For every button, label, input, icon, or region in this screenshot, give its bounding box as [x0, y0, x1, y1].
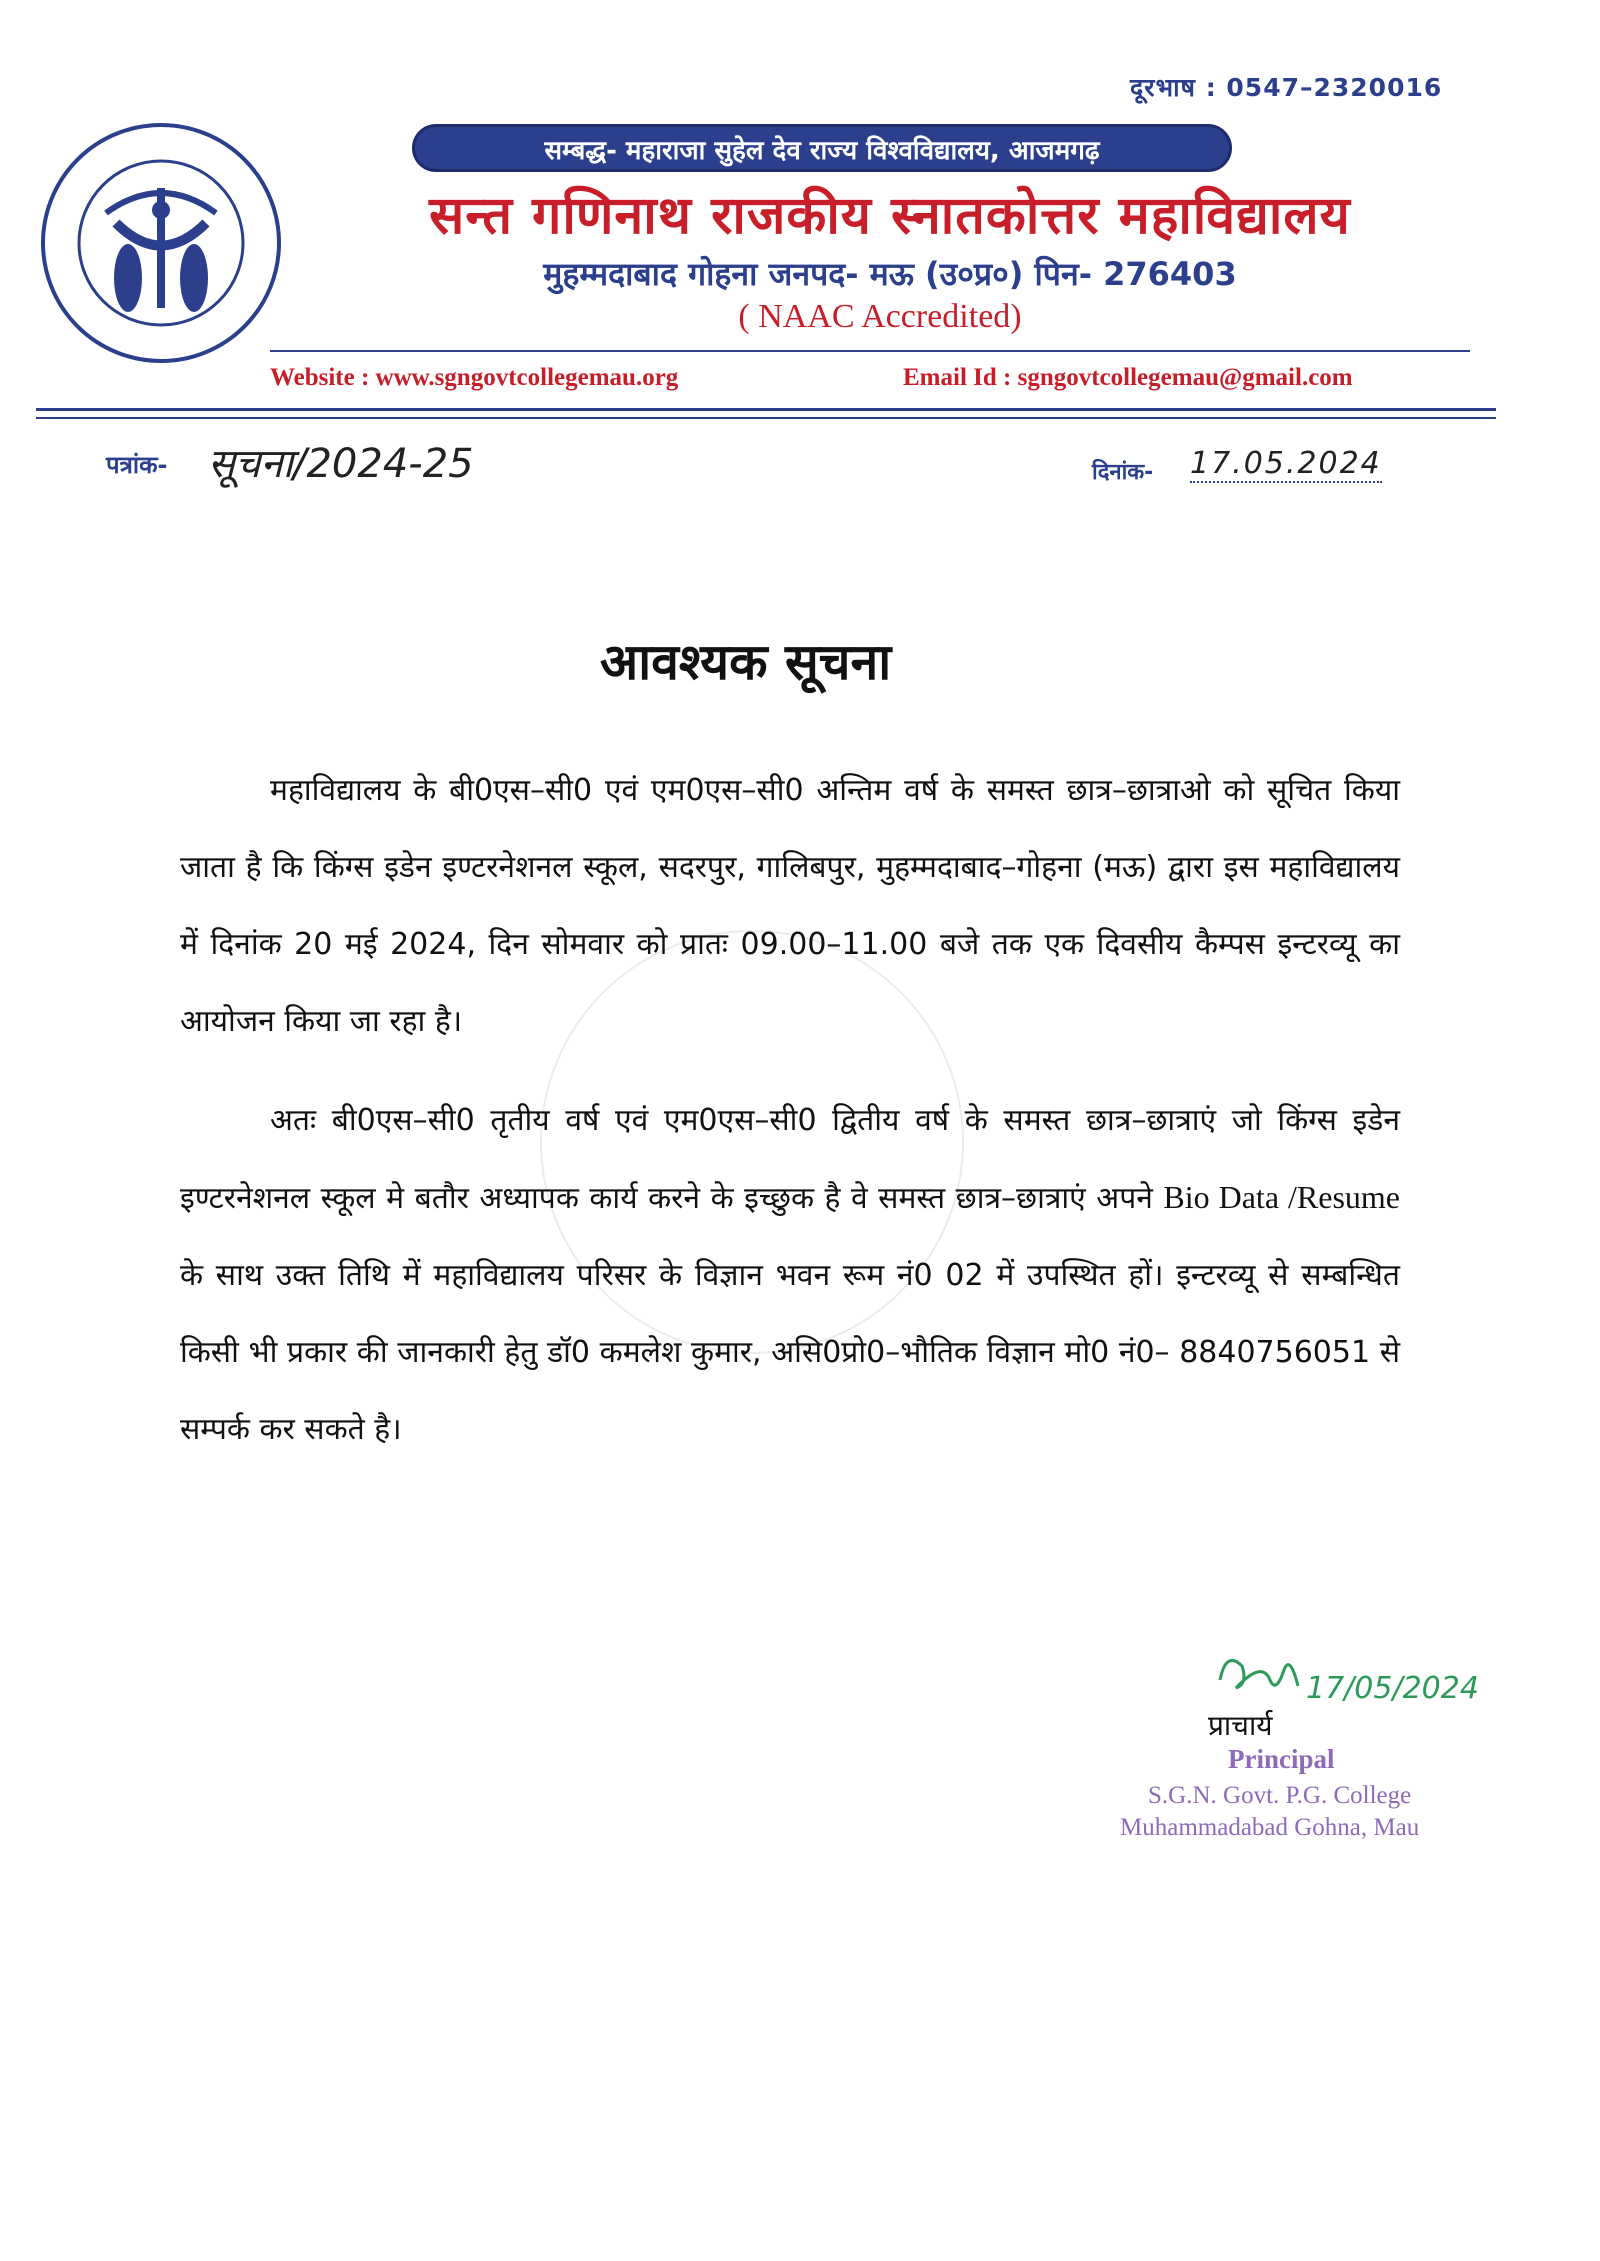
date-label: दिनांक-	[1092, 460, 1154, 485]
date-value: 17.05.2024	[1190, 446, 1382, 481]
paragraph-2-text-a: अतः बी0एस–सी0 तृतीय वर्ष एवं एम0एस–सी0 द्वितीय वर्ष के समस्त छात्र–छात्राएं जो किंग्स इडेन इण्टरनेशनल स्कूल मे बतौर अध्यापक कार्य करने के इच्छुक है वे समस्त छात्र–छात्राएं अपने	[180, 1103, 1400, 1216]
college-address: मुहम्मदाबाद गोहना जनपद- मऊ (उ०प्र०) पिन- 276403	[543, 255, 1237, 293]
phone-number: दूरभाष : 0547–2320016	[1130, 73, 1443, 102]
handwritten-date: 17/05/2024	[1306, 1671, 1479, 1706]
website-link[interactable]: Website : www.sgngovtcollegemau.org	[270, 364, 679, 391]
bio-data-resume-text: Bio Data /Resume	[1163, 1179, 1400, 1215]
naac-accreditation: ( NAAC Accredited)	[738, 298, 1022, 335]
affiliation-banner: सम्बद्ध- महाराजा सुहेल देव राज्य विश्वविद्यालय, आजमगढ़	[412, 124, 1232, 172]
college-name-heading: सन्त गणिनाथ राजकीय स्नातकोत्तर महाविद्यालय	[429, 186, 1351, 246]
designation-english: Principal	[1228, 1744, 1335, 1774]
paragraph-2-text-b: के साथ उक्त तिथि में महाविद्यालय परिसर के विज्ञान भवन रूम नं0 02 में उपस्थित हों। इन्टरव्यू से सम्बन्धित किसी भी प्रकार की जानकारी हेतु डॉ0 कमलेश कुमार, असि0प्रो0–भौतिक विज्ञान मो0 नं0– 8840756051 से सम्पर्क कर सकते है।	[180, 1258, 1400, 1447]
stamp-place-name: Muhammadabad Gohna, Mau	[1120, 1814, 1420, 1841]
stamp-college-name: S.G.N. Govt. P.G. College	[1148, 1782, 1412, 1809]
notice-title: आवश्यक सूचना	[600, 633, 892, 691]
notice-paragraph-1	[180, 752, 1400, 1060]
email-link[interactable]: Email Id : sgngovtcollegemau@gmail.com	[903, 364, 1353, 391]
designation-hindi: प्राचार्य	[1208, 1709, 1273, 1742]
reference-label: पत्रांक-	[106, 451, 168, 479]
header-double-rule	[36, 408, 1496, 419]
paragraph-1-text: महाविद्यालय के बी0एस–सी0 एवं एम0एस–सी0 अन्तिम वर्ष के समस्त छात्र–छात्राओ को सूचित किया जाता है कि किंग्स इडेन इण्टरनेशनल स्कूल, सदरपुर, गालिबपुर, मुहम्मदाबाद–गोहना (मऊ) द्वारा इस महाविद्यालय में दिनांक 20 मई 2024, दिन सोमवार को प्रातः 09.00–11.00 बजे तक एक दिवसीय कैम्पस इन्टरव्यू का आयोजन किया जा रहा है।	[180, 773, 1400, 1039]
header-divider	[270, 350, 1470, 352]
college-seal-logo	[36, 118, 286, 368]
reference-number: सूचना/2024-25	[208, 441, 474, 487]
notice-paragraph-2	[180, 1082, 1400, 1468]
